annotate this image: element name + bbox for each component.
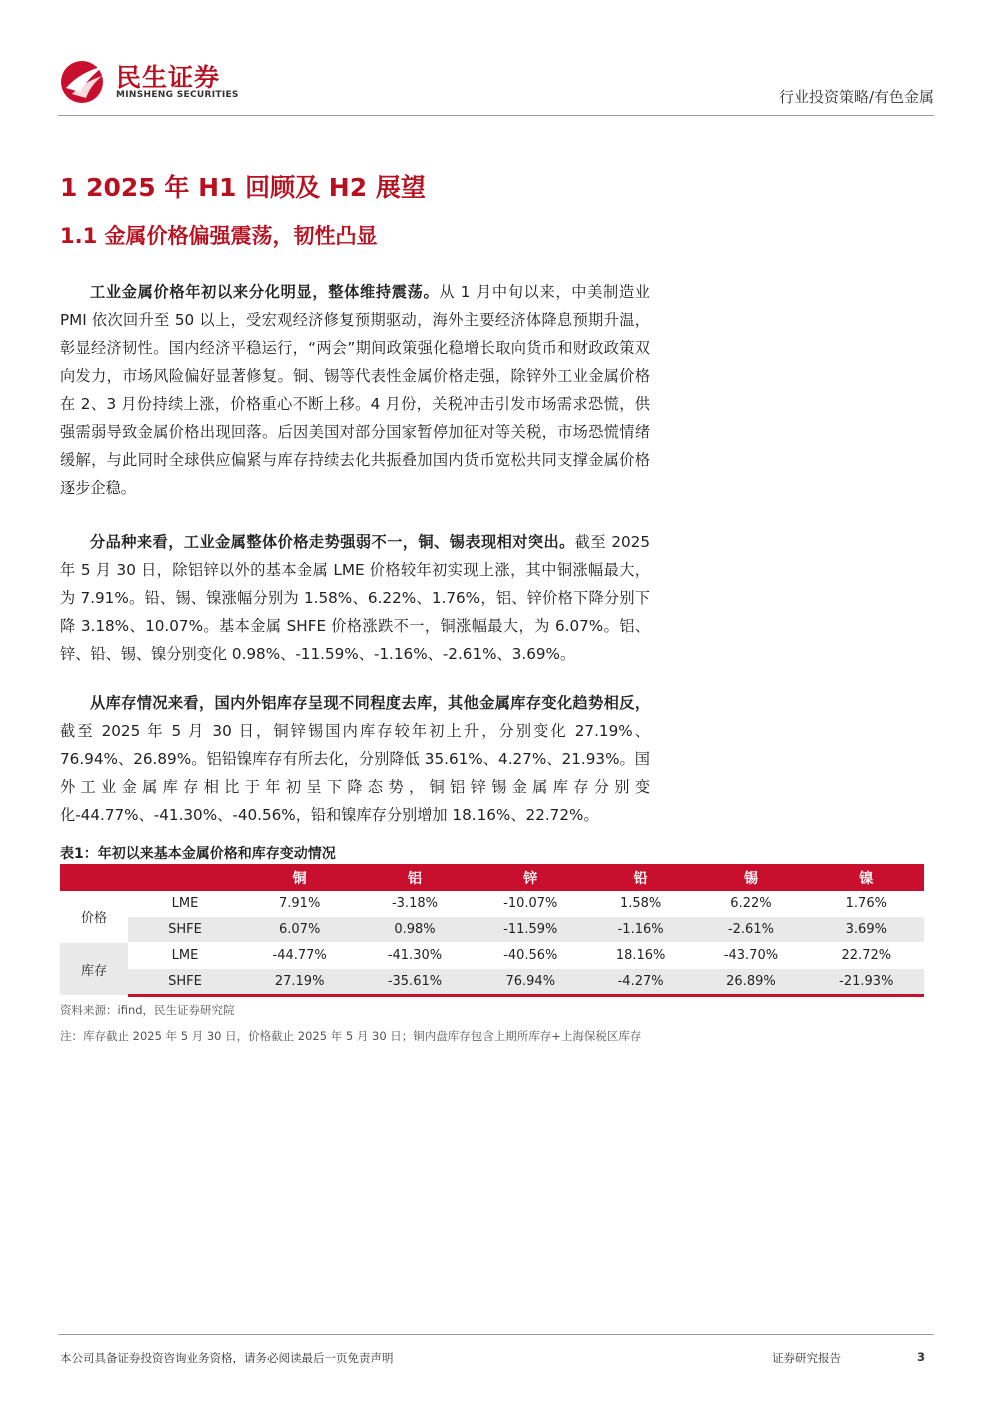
column-header: 铜 [242, 864, 357, 891]
table-cell: 18.16% [588, 943, 693, 969]
market-label: LME [128, 943, 242, 969]
table-header-row [60, 864, 924, 891]
market-label: SHFE [128, 917, 242, 943]
section-heading: 1 2025 年 H1 回顾及 H2 展望 [60, 173, 426, 202]
paragraph-body: 从 1 月中旬以来，中美制造业 PMI 依次回升至 50 以上，受宏观经济修复预期驱动，海外主要经济体降息预期升温，彰显经济韧性。国内经济平稳运行，“两会”期间政策强化稳增长取向货币和财政政策双向发力，市场风险偏好显著修复。铜、锡等代表性金属价格走强，除锌外工业金属价格在 2、3 月份持续上涨，价格重心不断上移。4 月份，关税冲击引发市场需求恐慌，供强需弱导致金属价格出现回落。后因美国对部分国家暂停加征对等关税，市场恐慌情绪缓解，与此同时全球供应偏紧与库存持续去化共振叠加国内货币宽松共同支撑金属价格逐步企稳。 [60, 283, 650, 497]
table-row [60, 943, 924, 969]
market-label: LME [128, 891, 242, 917]
paragraph-body: 截至 2025 年 5 月 30 日，除铝锌以外的基本金属 LME 价格较年初实现上涨，其中铜涨幅最大，为 7.91%。铅、锡、镍涨幅分别为 1.58%、6.22%、1.76%，铝、锌价格下降分别下降 3.18%、10.07%。基本金属 SHFE 价格涨跌不一，铜涨幅最大，为 6.07%。铝、锌、铅、锡、镍分别变化 0.98%、-11.59%、-1.16%、-2.61%、3.69%。 [60, 533, 651, 663]
minsheng-logo-icon [58, 58, 110, 104]
table-cell: -40.56% [473, 943, 588, 969]
table-cell: -21.93% [809, 969, 924, 996]
table-cell: 1.58% [588, 891, 693, 917]
group-label: 价格 [60, 891, 128, 943]
header-cell-empty [128, 864, 242, 891]
table-cell: 76.94% [473, 969, 588, 996]
table-cell: 3.69% [809, 917, 924, 943]
table-cell: -4.27% [588, 969, 693, 996]
column-header: 铅 [588, 864, 693, 891]
table-cell: 6.07% [242, 917, 357, 943]
paragraph-lead: 分品种来看，工业金属整体价格走势强弱不一，铜、锡表现相对突出。 [90, 533, 575, 551]
table-cell: 7.91% [242, 891, 357, 917]
table-source: 资料来源：ifind，民生证券研究院 [60, 1003, 235, 1017]
body-paragraph [60, 689, 650, 829]
table-cell: 27.19% [242, 969, 357, 996]
paragraph-lead: 工业金属价格年初以来分化明显，整体维持震荡。 [90, 283, 440, 301]
page-number: 3 [917, 1350, 926, 1364]
column-header: 镍 [809, 864, 924, 891]
body-paragraph [60, 528, 650, 668]
table-row [60, 891, 924, 917]
logo-text-cn: 民生证券 [116, 63, 221, 92]
paragraph-body: 截至 2025 年 5 月 30 日，铜锌锡国内库存较年初上升，分别变化 27.19%、76.94%、26.89%。铝铅镍库存有所去化，分别降低 35.61%、4.27%、21.93%。国外工业金属库存相比于年初呈下降态势，铜铝锌锡金属库存分别变化-44.77%、-41.30%、-40.56%，铅和镍库存分别增加 18.16%、22.72%。 [60, 722, 650, 824]
table-cell: 6.22% [693, 891, 808, 917]
table-row [60, 917, 924, 943]
column-header: 锌 [473, 864, 588, 891]
table-cell: -3.18% [357, 891, 472, 917]
group-label: 库存 [60, 943, 128, 996]
table-cell: -35.61% [357, 969, 472, 996]
body-paragraph [60, 278, 650, 502]
page-header [58, 52, 934, 116]
table-title: 表1：年初以来基本金属价格和库存变动情况 [60, 846, 336, 862]
table-cell: -43.70% [693, 943, 808, 969]
metal-price-inventory-table [60, 864, 924, 997]
table-cell: 26.89% [693, 969, 808, 996]
table-cell: -44.77% [242, 943, 357, 969]
table-cell: -1.16% [588, 917, 693, 943]
column-header: 铝 [357, 864, 472, 891]
subsection-heading: 1.1 金属价格偏强震荡，韧性凸显 [60, 224, 378, 248]
footer-divider [58, 1334, 934, 1335]
table-cell: -11.59% [473, 917, 588, 943]
report-category: 行业投资策略/有色金属 [778, 88, 934, 106]
header-cell-empty [60, 864, 128, 891]
paragraph-lead: 从库存情况来看，国内外铝库存呈现不同程度去库，其他金属库存变化趋势相反， [90, 694, 650, 712]
column-header: 锡 [693, 864, 808, 891]
table-note: 注：库存截止 2025 年 5 月 30 日，价格截止 2025 年 5 月 30 日；铜内盘库存包含上期所库存+上海保税区库存 [60, 1029, 642, 1043]
table-cell: 22.72% [809, 943, 924, 969]
footer-report-type: 证券研究报告 [772, 1351, 841, 1365]
logo-text-en: MINSHENG SECURITIES [116, 90, 239, 100]
table-cell: 0.98% [357, 917, 472, 943]
table-cell: -41.30% [357, 943, 472, 969]
table-cell: -10.07% [473, 891, 588, 917]
header-divider [58, 115, 934, 116]
table-row [60, 969, 924, 996]
table-cell: 1.76% [809, 891, 924, 917]
table-cell: -2.61% [693, 917, 808, 943]
market-label: SHFE [128, 969, 242, 996]
footer-disclaimer: 本公司具备证券投资咨询业务资格，请务必阅读最后一页免责声明 [60, 1351, 394, 1365]
